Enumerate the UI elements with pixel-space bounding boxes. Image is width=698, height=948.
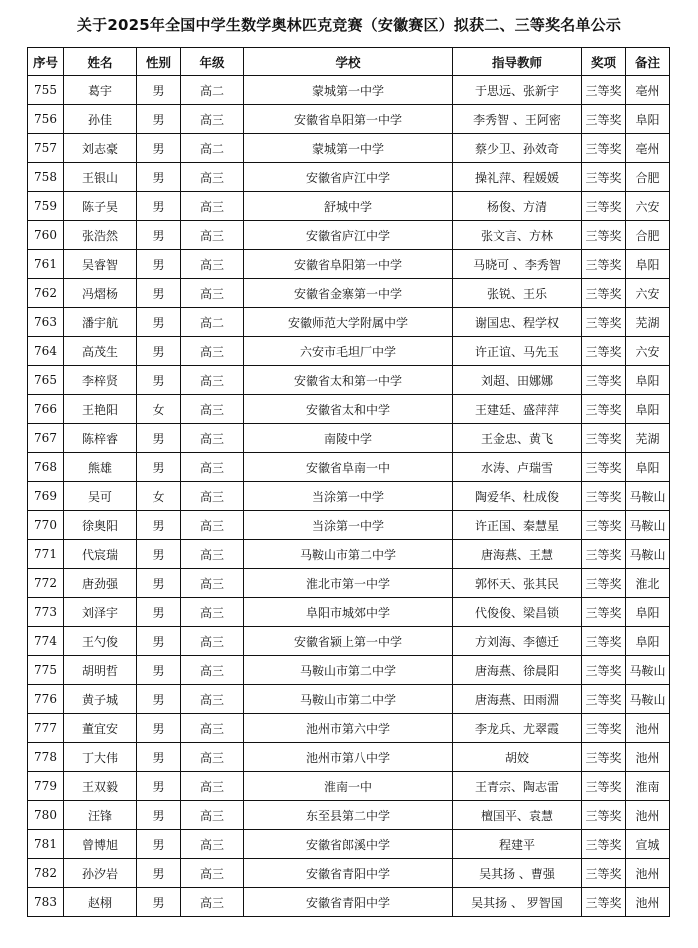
cell-number: 770: [28, 511, 64, 540]
cell-award: 三等奖: [582, 221, 626, 250]
cell-grade: 高三: [181, 192, 244, 221]
table-row: [28, 366, 670, 395]
cell-grade: 高三: [181, 888, 244, 917]
cell-name: 葛宇: [64, 76, 137, 105]
cell-note: 芜湖: [626, 308, 670, 337]
cell-school: 蒙城第一中学: [244, 76, 453, 105]
cell-school: 安徽省阜南一中: [244, 453, 453, 482]
table-row: [28, 482, 670, 511]
cell-grade: 高三: [181, 105, 244, 134]
column-header-number: 序号: [28, 48, 64, 76]
cell-note: 宣城: [626, 830, 670, 859]
cell-award: 三等奖: [582, 685, 626, 714]
cell-school: 马鞍山市第二中学: [244, 656, 453, 685]
cell-gender: 男: [137, 221, 181, 250]
table-row: [28, 598, 670, 627]
cell-award: 三等奖: [582, 714, 626, 743]
cell-grade: 高二: [181, 76, 244, 105]
cell-teacher: 杨俊、方清: [453, 192, 582, 221]
cell-school: 淮南一中: [244, 772, 453, 801]
cell-school: 安徽省青阳中学: [244, 888, 453, 917]
cell-note: 阜阳: [626, 395, 670, 424]
cell-award: 三等奖: [582, 424, 626, 453]
cell-note: 合肥: [626, 221, 670, 250]
cell-name: 冯熠杨: [64, 279, 137, 308]
cell-name: 汪锋: [64, 801, 137, 830]
cell-name: 李梓贤: [64, 366, 137, 395]
cell-grade: 高三: [181, 830, 244, 859]
table-row: [28, 888, 670, 917]
cell-school: 当涂第一中学: [244, 511, 453, 540]
cell-name: 熊雄: [64, 453, 137, 482]
cell-note: 马鞍山: [626, 685, 670, 714]
cell-note: 六安: [626, 192, 670, 221]
cell-gender: 男: [137, 598, 181, 627]
cell-gender: 男: [137, 772, 181, 801]
cell-gender: 男: [137, 424, 181, 453]
cell-gender: 男: [137, 685, 181, 714]
cell-number: 762: [28, 279, 64, 308]
cell-note: 淮南: [626, 772, 670, 801]
cell-number: 773: [28, 598, 64, 627]
cell-teacher: 王建廷、盛萍萍: [453, 395, 582, 424]
cell-gender: 男: [137, 801, 181, 830]
table-row: [28, 250, 670, 279]
cell-number: 760: [28, 221, 64, 250]
table-row: [28, 395, 670, 424]
cell-gender: 男: [137, 337, 181, 366]
table-row: [28, 308, 670, 337]
cell-number: 778: [28, 743, 64, 772]
cell-name: 徐奥阳: [64, 511, 137, 540]
cell-number: 774: [28, 627, 64, 656]
cell-number: 776: [28, 685, 64, 714]
cell-award: 三等奖: [582, 743, 626, 772]
cell-note: 池州: [626, 888, 670, 917]
cell-gender: 男: [137, 540, 181, 569]
cell-note: 芜湖: [626, 424, 670, 453]
cell-teacher: 代俊俊、梁昌锁: [453, 598, 582, 627]
cell-gender: 男: [137, 105, 181, 134]
cell-school: 马鞍山市第二中学: [244, 685, 453, 714]
cell-teacher: 檀国平、袁慧: [453, 801, 582, 830]
cell-name: 孙佳: [64, 105, 137, 134]
table-row: [28, 453, 670, 482]
cell-note: 池州: [626, 859, 670, 888]
cell-gender: 男: [137, 76, 181, 105]
cell-teacher: 方刘海、李德迁: [453, 627, 582, 656]
cell-grade: 高三: [181, 250, 244, 279]
cell-number: 759: [28, 192, 64, 221]
table-row: [28, 830, 670, 859]
cell-school: 当涂第一中学: [244, 482, 453, 511]
column-header-name: 姓名: [64, 48, 137, 76]
cell-teacher: 王青宗、陶志雷: [453, 772, 582, 801]
cell-school: 舒城中学: [244, 192, 453, 221]
cell-name: 董宜安: [64, 714, 137, 743]
cell-grade: 高三: [181, 714, 244, 743]
cell-number: 765: [28, 366, 64, 395]
cell-number: 782: [28, 859, 64, 888]
cell-number: 769: [28, 482, 64, 511]
cell-award: 三等奖: [582, 366, 626, 395]
cell-teacher: 王金忠、黄飞: [453, 424, 582, 453]
cell-teacher: 胡姣: [453, 743, 582, 772]
cell-grade: 高三: [181, 511, 244, 540]
award-list-table: [27, 47, 670, 917]
cell-name: 陈子昊: [64, 192, 137, 221]
cell-award: 三等奖: [582, 482, 626, 511]
table-row: [28, 627, 670, 656]
cell-grade: 高三: [181, 163, 244, 192]
cell-award: 三等奖: [582, 540, 626, 569]
cell-gender: 女: [137, 482, 181, 511]
cell-grade: 高三: [181, 801, 244, 830]
cell-number: 756: [28, 105, 64, 134]
table-body: [28, 76, 670, 917]
table-header-row: [28, 48, 670, 76]
table-row: [28, 714, 670, 743]
cell-award: 三等奖: [582, 308, 626, 337]
cell-name: 王勺俊: [64, 627, 137, 656]
table-row: [28, 192, 670, 221]
cell-award: 三等奖: [582, 453, 626, 482]
cell-grade: 高三: [181, 279, 244, 308]
cell-name: 高茂生: [64, 337, 137, 366]
table-row: [28, 76, 670, 105]
cell-school: 安徽省太和中学: [244, 395, 453, 424]
cell-note: 阜阳: [626, 453, 670, 482]
cell-name: 刘志豪: [64, 134, 137, 163]
table-row: [28, 569, 670, 598]
cell-note: 六安: [626, 279, 670, 308]
cell-gender: 女: [137, 395, 181, 424]
cell-teacher: 许正国、秦慧星: [453, 511, 582, 540]
cell-school: 安徽省金寨第一中学: [244, 279, 453, 308]
cell-name: 曾博旭: [64, 830, 137, 859]
cell-school: 安徽省青阳中学: [244, 859, 453, 888]
cell-teacher: 张文言、方林: [453, 221, 582, 250]
cell-note: 池州: [626, 714, 670, 743]
cell-name: 张浩然: [64, 221, 137, 250]
cell-grade: 高三: [181, 859, 244, 888]
cell-gender: 男: [137, 859, 181, 888]
cell-grade: 高三: [181, 569, 244, 598]
cell-gender: 男: [137, 134, 181, 163]
cell-note: 阜阳: [626, 105, 670, 134]
cell-school: 安徽省阜阳第一中学: [244, 250, 453, 279]
cell-award: 三等奖: [582, 163, 626, 192]
cell-school: 南陵中学: [244, 424, 453, 453]
cell-award: 三等奖: [582, 772, 626, 801]
cell-name: 刘泽宇: [64, 598, 137, 627]
cell-gender: 男: [137, 366, 181, 395]
table-row: [28, 511, 670, 540]
cell-number: 766: [28, 395, 64, 424]
cell-name: 代宸瑞: [64, 540, 137, 569]
cell-gender: 男: [137, 453, 181, 482]
cell-gender: 男: [137, 250, 181, 279]
cell-gender: 男: [137, 714, 181, 743]
cell-note: 马鞍山: [626, 540, 670, 569]
cell-number: 761: [28, 250, 64, 279]
cell-teacher: 许正谊、马先玉: [453, 337, 582, 366]
column-header-grade: 年级: [181, 48, 244, 76]
cell-name: 潘宇航: [64, 308, 137, 337]
cell-note: 淮北: [626, 569, 670, 598]
cell-teacher: 吴其扬 、 罗智国: [453, 888, 582, 917]
cell-note: 马鞍山: [626, 482, 670, 511]
cell-grade: 高三: [181, 627, 244, 656]
cell-school: 蒙城第一中学: [244, 134, 453, 163]
cell-number: 763: [28, 308, 64, 337]
cell-school: 安徽省颍上第一中学: [244, 627, 453, 656]
table-row: [28, 221, 670, 250]
cell-grade: 高三: [181, 482, 244, 511]
cell-award: 三等奖: [582, 511, 626, 540]
cell-teacher: 谢国忠、程学权: [453, 308, 582, 337]
cell-gender: 男: [137, 656, 181, 685]
cell-award: 三等奖: [582, 279, 626, 308]
cell-note: 阜阳: [626, 366, 670, 395]
cell-school: 东至县第二中学: [244, 801, 453, 830]
cell-teacher: 操礼萍、程媛媛: [453, 163, 582, 192]
cell-grade: 高三: [181, 598, 244, 627]
cell-note: 阜阳: [626, 598, 670, 627]
cell-number: 755: [28, 76, 64, 105]
cell-number: 781: [28, 830, 64, 859]
cell-teacher: 刘超、田娜娜: [453, 366, 582, 395]
cell-award: 三等奖: [582, 598, 626, 627]
cell-number: 767: [28, 424, 64, 453]
cell-note: 合肥: [626, 163, 670, 192]
cell-name: 胡明哲: [64, 656, 137, 685]
cell-grade: 高三: [181, 221, 244, 250]
cell-note: 马鞍山: [626, 656, 670, 685]
cell-name: 王银山: [64, 163, 137, 192]
cell-grade: 高三: [181, 743, 244, 772]
cell-teacher: 李龙兵、尤翠霞: [453, 714, 582, 743]
cell-teacher: 唐海燕、徐晨阳: [453, 656, 582, 685]
cell-award: 三等奖: [582, 76, 626, 105]
cell-school: 安徽省阜阳第一中学: [244, 105, 453, 134]
cell-number: 758: [28, 163, 64, 192]
cell-school: 安徽师范大学附属中学: [244, 308, 453, 337]
cell-number: 764: [28, 337, 64, 366]
cell-number: 780: [28, 801, 64, 830]
table-row: [28, 743, 670, 772]
column-header-award: 奖项: [582, 48, 626, 76]
table-row: [28, 105, 670, 134]
cell-award: 三等奖: [582, 627, 626, 656]
cell-grade: 高三: [181, 772, 244, 801]
cell-note: 六安: [626, 337, 670, 366]
cell-teacher: 李秀智 、王阿密: [453, 105, 582, 134]
column-header-gender: 性别: [137, 48, 181, 76]
cell-name: 黄子城: [64, 685, 137, 714]
cell-award: 三等奖: [582, 134, 626, 163]
cell-award: 三等奖: [582, 337, 626, 366]
cell-school: 马鞍山市第二中学: [244, 540, 453, 569]
table-row: [28, 424, 670, 453]
cell-note: 池州: [626, 743, 670, 772]
cell-award: 三等奖: [582, 801, 626, 830]
cell-name: 孙汐岩: [64, 859, 137, 888]
cell-teacher: 唐海燕、田雨淵: [453, 685, 582, 714]
cell-gender: 男: [137, 743, 181, 772]
table-row: [28, 772, 670, 801]
cell-school: 安徽省郎溪中学: [244, 830, 453, 859]
cell-teacher: 程建平: [453, 830, 582, 859]
cell-number: 757: [28, 134, 64, 163]
cell-award: 三等奖: [582, 830, 626, 859]
cell-number: 768: [28, 453, 64, 482]
cell-number: 783: [28, 888, 64, 917]
cell-note: 阜阳: [626, 627, 670, 656]
cell-award: 三等奖: [582, 105, 626, 134]
cell-teacher: 张锐、王乐: [453, 279, 582, 308]
cell-note: 亳州: [626, 76, 670, 105]
cell-name: 唐劲强: [64, 569, 137, 598]
table-row: [28, 859, 670, 888]
table-row: [28, 540, 670, 569]
cell-award: 三等奖: [582, 569, 626, 598]
cell-teacher: 蔡少卫、孙效奇: [453, 134, 582, 163]
table-row: [28, 279, 670, 308]
cell-school: 安徽省太和第一中学: [244, 366, 453, 395]
cell-number: 777: [28, 714, 64, 743]
cell-award: 三等奖: [582, 656, 626, 685]
cell-school: 六安市毛坦厂中学: [244, 337, 453, 366]
cell-note: 池州: [626, 801, 670, 830]
column-header-teacher: 指导教师: [453, 48, 582, 76]
cell-gender: 男: [137, 308, 181, 337]
cell-number: 779: [28, 772, 64, 801]
cell-award: 三等奖: [582, 192, 626, 221]
cell-grade: 高三: [181, 395, 244, 424]
cell-teacher: 郭怀天、张其民: [453, 569, 582, 598]
cell-number: 775: [28, 656, 64, 685]
cell-note: 阜阳: [626, 250, 670, 279]
cell-teacher: 水涛、卢瑞雪: [453, 453, 582, 482]
cell-gender: 男: [137, 192, 181, 221]
table-row: [28, 685, 670, 714]
column-header-note: 备注: [626, 48, 670, 76]
cell-teacher: 唐海燕、王慧: [453, 540, 582, 569]
cell-name: 吴睿智: [64, 250, 137, 279]
cell-school: 阜阳市城郊中学: [244, 598, 453, 627]
cell-grade: 高三: [181, 685, 244, 714]
cell-name: 王艳阳: [64, 395, 137, 424]
cell-name: 陈梓睿: [64, 424, 137, 453]
table-row: [28, 163, 670, 192]
cell-number: 771: [28, 540, 64, 569]
cell-teacher: 马晓可 、李秀智: [453, 250, 582, 279]
cell-grade: 高三: [181, 540, 244, 569]
cell-name: 吴可: [64, 482, 137, 511]
cell-award: 三等奖: [582, 395, 626, 424]
cell-award: 三等奖: [582, 250, 626, 279]
cell-gender: 男: [137, 627, 181, 656]
cell-school: 安徽省庐江中学: [244, 221, 453, 250]
cell-grade: 高三: [181, 656, 244, 685]
cell-gender: 男: [137, 163, 181, 192]
cell-name: 赵栩: [64, 888, 137, 917]
cell-school: 池州市第六中学: [244, 714, 453, 743]
cell-award: 三等奖: [582, 888, 626, 917]
table-row: [28, 656, 670, 685]
cell-note: 亳州: [626, 134, 670, 163]
cell-award: 三等奖: [582, 859, 626, 888]
cell-school: 淮北市第一中学: [244, 569, 453, 598]
cell-grade: 高二: [181, 308, 244, 337]
cell-grade: 高三: [181, 337, 244, 366]
table-row: [28, 801, 670, 830]
cell-gender: 男: [137, 569, 181, 598]
cell-number: 772: [28, 569, 64, 598]
cell-grade: 高三: [181, 366, 244, 395]
cell-gender: 男: [137, 830, 181, 859]
cell-teacher: 吴其扬 、曹强: [453, 859, 582, 888]
column-header-school: 学校: [244, 48, 453, 76]
cell-teacher: 于思远、张新宇: [453, 76, 582, 105]
table-row: [28, 337, 670, 366]
cell-gender: 男: [137, 888, 181, 917]
cell-school: 安徽省庐江中学: [244, 163, 453, 192]
cell-teacher: 陶爱华、杜成俊: [453, 482, 582, 511]
cell-gender: 男: [137, 279, 181, 308]
table-row: [28, 134, 670, 163]
cell-name: 王双毅: [64, 772, 137, 801]
cell-note: 马鞍山: [626, 511, 670, 540]
cell-school: 池州市第八中学: [244, 743, 453, 772]
cell-grade: 高三: [181, 424, 244, 453]
cell-grade: 高三: [181, 453, 244, 482]
page-title: 关于2025年全国中学生数学奥林匹克竞赛（安徽赛区）拟获二、三等奖名单公示: [76, 16, 622, 34]
cell-gender: 男: [137, 511, 181, 540]
cell-grade: 高二: [181, 134, 244, 163]
cell-name: 丁大伟: [64, 743, 137, 772]
